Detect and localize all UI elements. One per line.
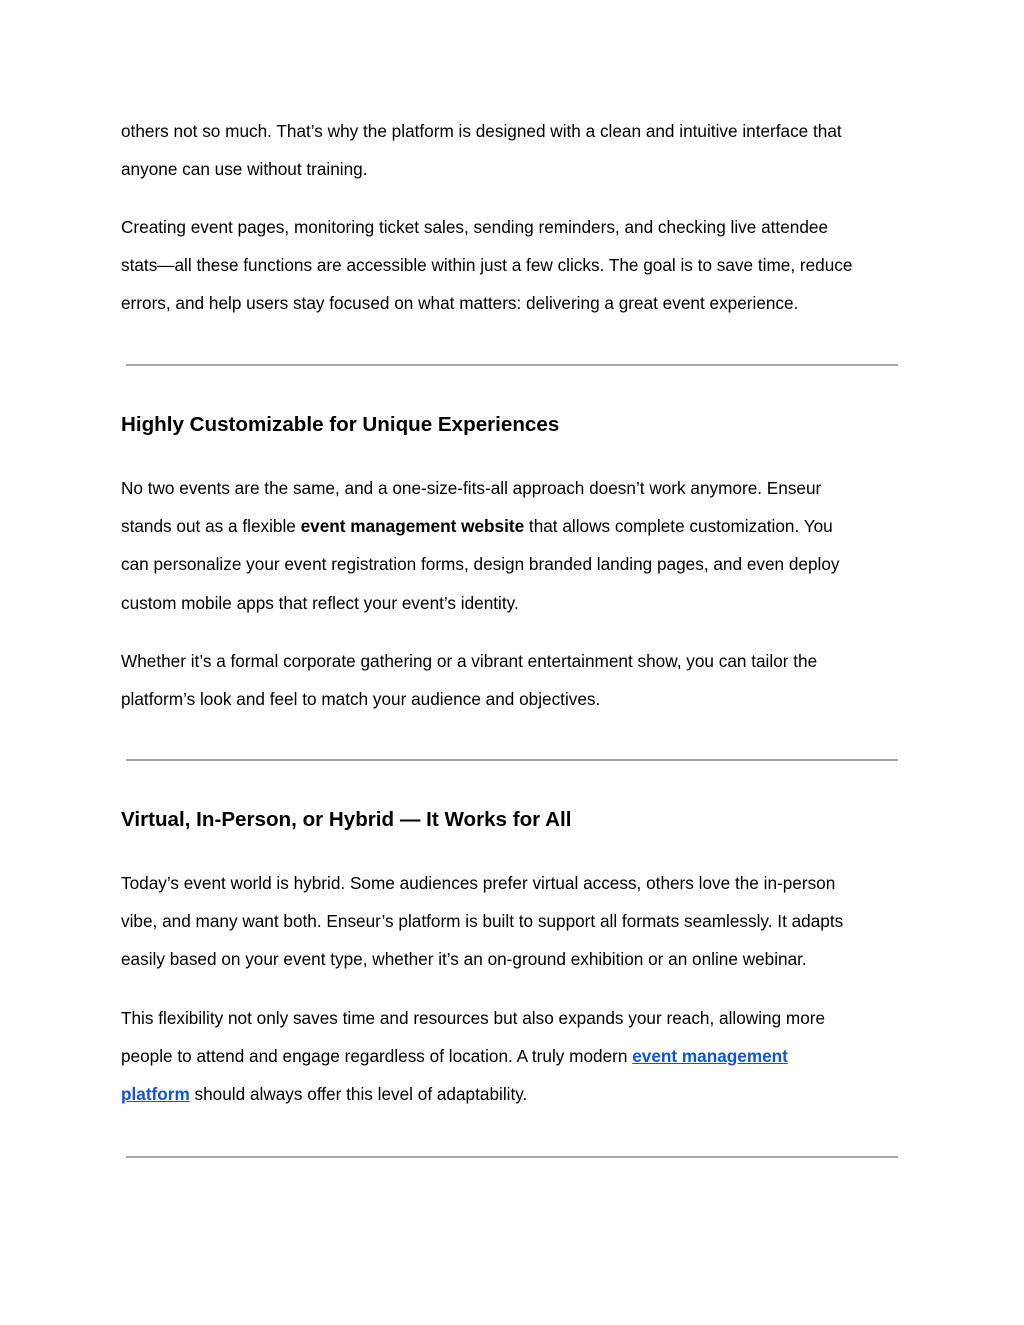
intro-p2-line-3: errors, and help users stay focused on what matters: delivering a great event experience.: [121, 293, 799, 314]
section-divider-3: [126, 1156, 898, 1158]
customizable-paragraph-1: [121, 469, 921, 622]
hybrid-p2-line-2-start: people to attend and engage regardless of location. A truly modern: [121, 1046, 633, 1067]
hybrid-p1-line-3: easily based on your event type, whether it’s an on-ground exhibition or an online webinar.: [121, 949, 807, 970]
customizable-p1-line-2: [121, 507, 921, 545]
hybrid-p2-line-1: This flexibility not only saves time and resources but also expands your reach, allowing more: [121, 1008, 826, 1028]
customizable-paragraph-2: [121, 642, 921, 718]
customizable-p2-line-1: Whether it’s a formal corporate gathering or a vibrant entertainment show, you can tailor the: [121, 651, 818, 671]
customizable-p1-line-2-end: that allows complete customization. You: [524, 516, 833, 537]
intro-p1-line-2: anyone can use without training.: [121, 159, 368, 180]
hybrid-p1-line-1: Today’s event world is hybrid. Some audiences prefer virtual access, others love the in-person: [121, 873, 836, 893]
intro-paragraph-2: [121, 208, 921, 323]
intro-p2-line-1: Creating event pages, monitoring ticket sales, sending reminders, and checking live attendee: [121, 217, 829, 237]
intro-p1-line-1: others not so much. That’s why the platform is designed with a clean and intuitive interface that: [121, 121, 842, 141]
hybrid-paragraph-2: [121, 999, 921, 1114]
section-heading-customizable: Highly Customizable for Unique Experiences: [121, 413, 560, 436]
hybrid-p2-line-3: [121, 1075, 921, 1113]
section-divider-2: [126, 759, 898, 761]
customizable-p2-line-2: platform’s look and feel to match your audience and objectives.: [121, 689, 601, 710]
customizable-p1-line-2-start: stands out as a flexible: [121, 516, 301, 537]
intro-p2-line-2: stats—all these functions are accessible within just a few clicks. The goal is to save time, reduce: [121, 255, 853, 276]
bold-keyword-event-management-website: event management website: [300, 516, 525, 537]
event-management-platform-link-part-2[interactable]: platform: [121, 1084, 190, 1105]
customizable-p1-line-3: can personalize your event registration forms, design branded landing pages, and even deploy: [121, 554, 840, 575]
section-heading-hybrid: Virtual, In-Person, or Hybrid — It Works for All: [121, 808, 572, 831]
event-management-platform-link-part-1[interactable]: event management: [632, 1046, 788, 1067]
customizable-p1-line-1: No two events are the same, and a one-size-fits-all approach doesn’t work anymore. Enseur: [121, 478, 822, 498]
hybrid-p2-line-2: [121, 1037, 921, 1075]
section-divider-1: [126, 364, 898, 366]
intro-paragraph-1: [121, 112, 921, 188]
hybrid-p1-line-2: vibe, and many want both. Enseur’s platform is built to support all formats seamlessly. It adapts: [121, 911, 844, 932]
customizable-p1-line-4: custom mobile apps that reflect your event’s identity.: [121, 592, 519, 613]
hybrid-p2-line-3-end: should always offer this level of adaptability.: [189, 1084, 528, 1105]
hybrid-paragraph-1: [121, 864, 921, 979]
